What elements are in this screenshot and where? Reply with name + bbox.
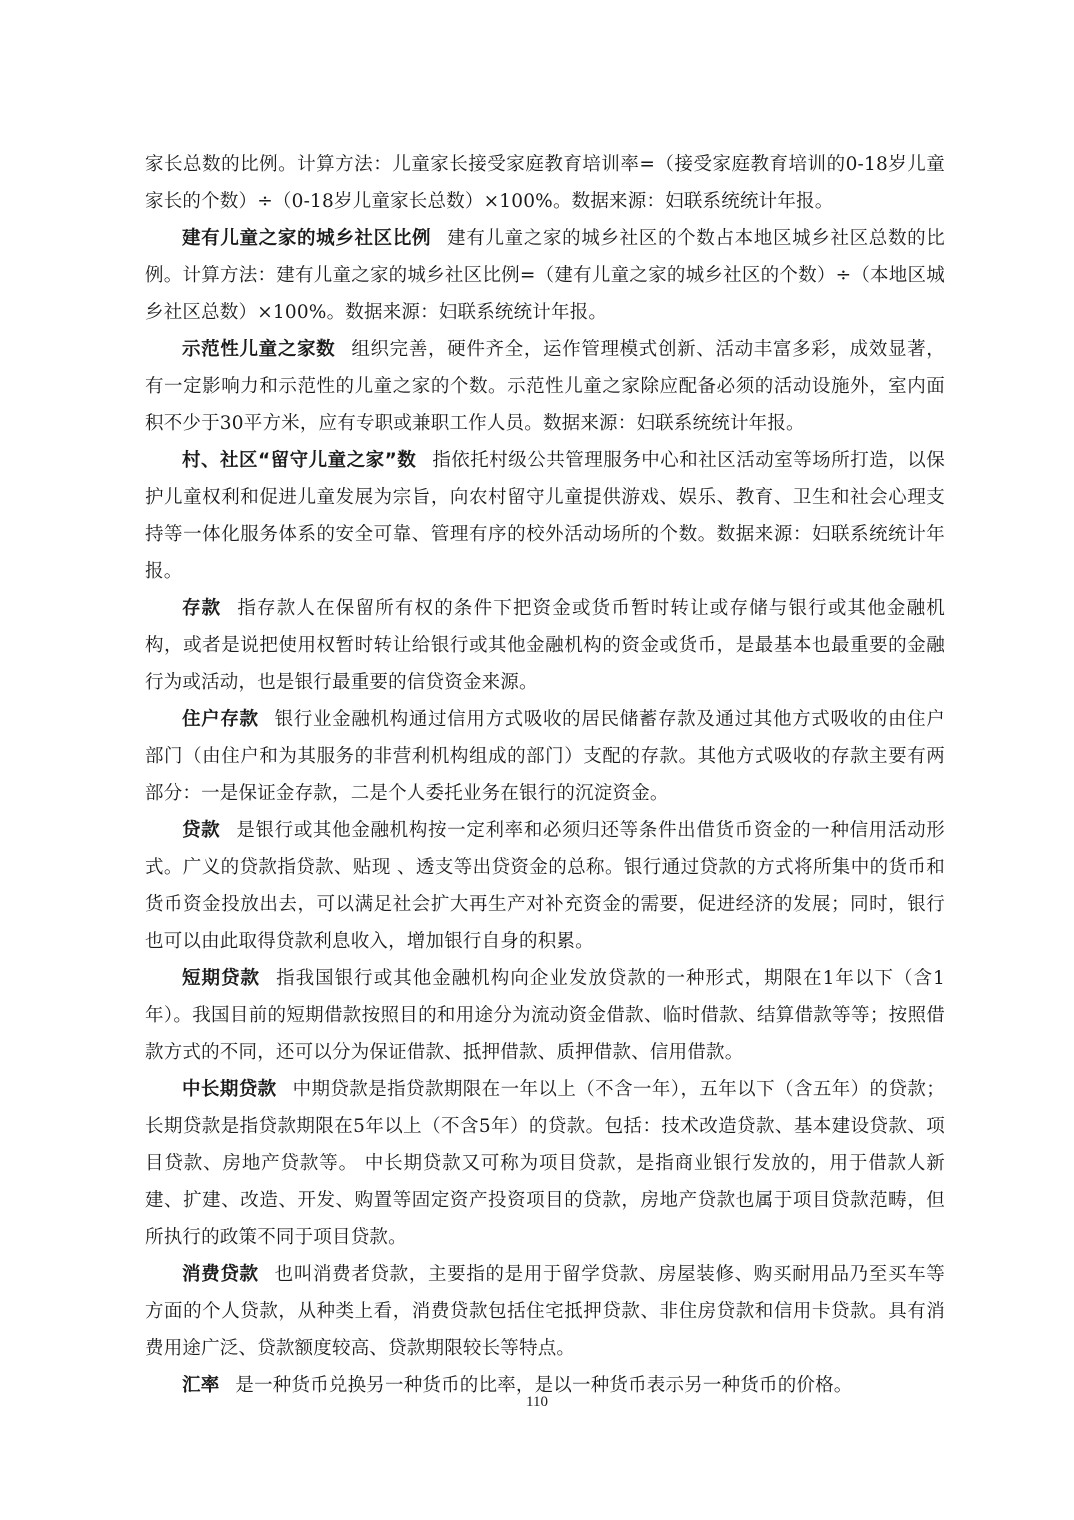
term-heading: 建有儿童之家的城乡社区比例 bbox=[182, 228, 432, 249]
paragraph-text: 指存款人在保留所有权的条件下把资金或货币暂时转让或存储与银行或其他金融机构，或者是说把使用权暂时转让给银行或其他金融机构的资金或货币，是最基本也最重要的金融行为或活动，也是银行最重要的信贷资金来源。 bbox=[145, 598, 945, 693]
paragraph-3 bbox=[145, 442, 945, 590]
paragraph-text: 指依托村级公共管理服务中心和社区活动室等场所打造，以保护儿童权利和促进儿童发展为宗旨，向农村留守儿童提供游戏、娱乐、教育、卫生和社会心理支持等一体化服务体系的安全可靠、管理有序的校外活动场所的个数。数据来源：妇联系统统计年报。 bbox=[145, 450, 945, 582]
page-number: 110 bbox=[526, 1394, 548, 1410]
paragraph-0 bbox=[145, 146, 945, 220]
paragraph-text: 也叫消费者贷款，主要指的是用于留学贷款、房屋装修、购买耐用品乃至买车等方面的个人贷款，从种类上看，消费贷款包括住宅抵押贷款、非住房贷款和信用卡贷款。具有消费用途广泛、贷款额度较高、贷款期限较长等特点。 bbox=[145, 1264, 945, 1359]
paragraph-5 bbox=[145, 701, 945, 812]
term-heading: 村、社区“留守儿童之家”数 bbox=[182, 450, 417, 471]
term-heading: 中长期贷款 bbox=[182, 1079, 277, 1100]
term-heading: 存款 bbox=[182, 598, 222, 619]
paragraph-text: 组织完善，硬件齐全，运作管理模式创新、活动丰富多彩，成效显著，有一定影响力和示范性的儿童之家的个数。示范性儿童之家除应配备必须的活动设施外，室内面积不少于30平方米，应有专职或兼职工作人员。数据来源：妇联系统统计年报。 bbox=[145, 339, 945, 434]
paragraph-2 bbox=[145, 331, 945, 442]
term-heading: 示范性儿童之家数 bbox=[182, 339, 336, 360]
term-heading: 住户存款 bbox=[182, 709, 259, 730]
paragraph-7 bbox=[145, 960, 945, 1071]
paragraph-9 bbox=[145, 1256, 945, 1367]
term-heading: 短期贷款 bbox=[182, 968, 261, 989]
paragraph-text: 中期贷款是指贷款期限在一年以上（不含一年），五年以下（含五年）的贷款；长期贷款是指贷款期限在5年以上（不含5年）的贷款。包括：技术改造贷款、基本建设贷款、项目贷款、房地产贷款等。 中长期贷款又可称为项目贷款，是指商业银行发放的，用于借款人新建、扩建、改造、开发、购置等固定资产投资项目的贷款，房地产贷款也属于项目贷款范畴，但所执行的政策不同于项目贷款。 bbox=[145, 1079, 945, 1248]
paragraph-6 bbox=[145, 812, 945, 960]
paragraph-4 bbox=[145, 590, 945, 701]
paragraph-text: 建有儿童之家的城乡社区的个数占本地区城乡社区总数的比例。计算方法：建有儿童之家的城乡社区比例=（建有儿童之家的城乡社区的个数）÷（本地区城乡社区总数）×100%。数据来源：妇联系统统计年报。 bbox=[145, 228, 945, 323]
paragraph-1 bbox=[145, 220, 945, 331]
term-heading: 汇率 bbox=[182, 1375, 220, 1396]
paragraph-text: 家长总数的比例。计算方法：儿童家长接受家庭教育培训率=（接受家庭教育培训的0-18岁儿童家长的个数）÷（0-18岁儿童家长总数）×100%。数据来源：妇联系统统计年报。 bbox=[145, 154, 945, 212]
paragraph-text: 银行业金融机构通过信用方式吸收的居民储蓄存款及通过其他方式吸收的由住户部门（由住户和为其服务的非营利机构组成的部门）支配的存款。其他方式吸收的存款主要有两部分：一是保证金存款，二是个人委托业务在银行的沉淀资金。 bbox=[145, 709, 945, 804]
page-body bbox=[145, 146, 945, 1404]
term-heading: 贷款 bbox=[182, 820, 221, 841]
term-heading: 消费贷款 bbox=[182, 1264, 259, 1285]
paragraph-text: 是银行或其他金融机构按一定利率和必须归还等条件出借货币资金的一种信用活动形式。广义的贷款指贷款、贴现 、透支等出贷资金的总称。银行通过贷款的方式将所集中的货币和货币资金投放出去，可以满足社会扩大再生产对补充资金的需要，促进经济的发展；同时，银行也可以由此取得贷款利息收入，增加银行自身的积累。 bbox=[145, 820, 946, 952]
paragraph-text: 是一种货币兑换另一种货币的比率，是以一种货币表示另一种货币的价格。 bbox=[235, 1375, 853, 1396]
paragraph-8 bbox=[145, 1071, 945, 1256]
paragraph-text: 指我国银行或其他金融机构向企业发放贷款的一种形式，期限在1年以下（含1年）。我国目前的短期借款按照目的和用途分为流动资金借款、临时借款、结算借款等等；按照借款方式的不同，还可以分为保证借款、抵押借款、质押借款、信用借款。 bbox=[145, 968, 945, 1063]
